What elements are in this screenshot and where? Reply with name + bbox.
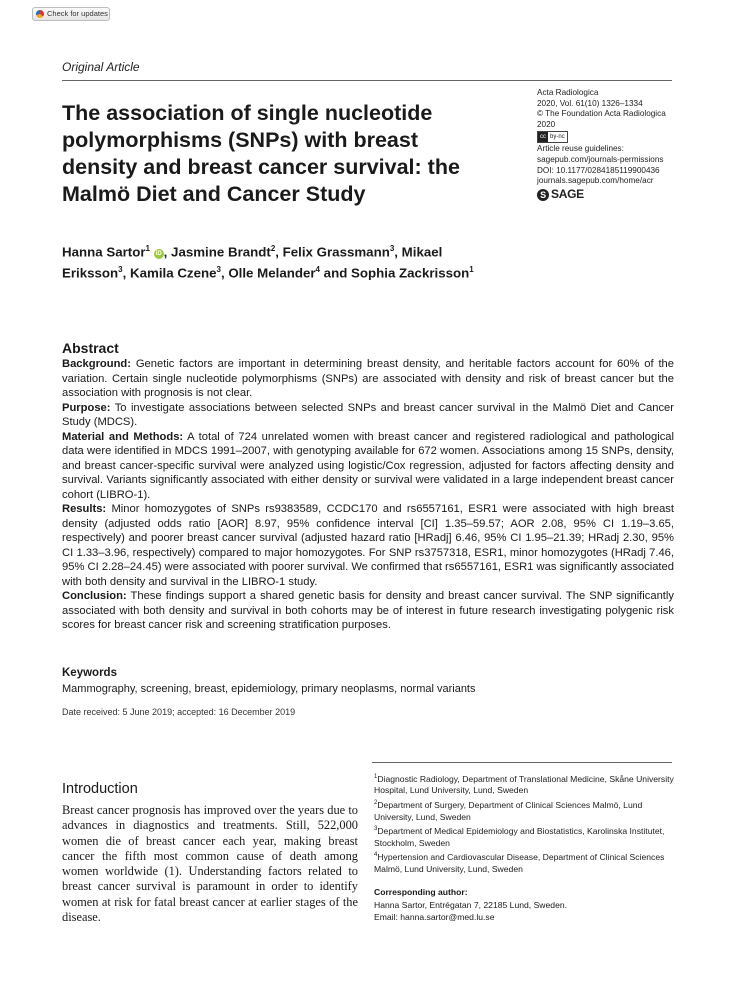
publisher-name: SAGE	[551, 187, 584, 202]
publisher-logo	[537, 189, 697, 201]
check-for-updates-label: Check for updates	[47, 9, 108, 18]
author-name[interactable]: Jasmine Brandt	[171, 244, 271, 260]
journal-name: Acta Radiologica	[537, 88, 599, 97]
footnote-divider	[372, 762, 672, 763]
cc-icon: cc	[540, 134, 546, 141]
introduction-heading: Introduction	[62, 781, 138, 797]
keywords-list: Mammography, screening, breast, epidemiology, primary neoplasms, normal variants	[62, 683, 476, 695]
article-title: The association of single nucleotide polymorphisms (SNPs) with breast density and breast cancer survival: the Malmö Diet and Cancer Study	[62, 101, 460, 206]
author-name[interactable]: Mikael Eriksson	[62, 244, 443, 281]
orcid-icon[interactable]: iD	[155, 251, 162, 258]
author-name[interactable]: Olle Melander	[228, 265, 316, 281]
corresponding-author-label: Corresponding author:	[374, 887, 468, 897]
author-name[interactable]: Felix Grassmann	[282, 244, 390, 260]
reuse-label: Article reuse guidelines:	[537, 144, 624, 154]
author-name[interactable]: Hanna Sartor	[62, 244, 146, 260]
header-divider	[62, 80, 672, 81]
doi-link[interactable]: DOI: 10.1177/0284185119900436	[537, 165, 660, 175]
article-type: Original Article	[62, 60, 140, 74]
affiliation-item: $^2$Department of Surgery, Department of Clinical Sciences Malmö, Lund University, Lund, Sweden	[374, 799, 643, 822]
affiliation-item: $^1$Diagnostic Radiology, Department of Translational Medicine, Skåne University Hospital, Lund University, Lund, Sweden	[374, 773, 674, 796]
corresponding-email-link[interactable]: Email: hanna.sartor@med.lu.se	[374, 912, 495, 922]
journal-copyright: © The Foundation Acta Radiologica	[537, 109, 666, 119]
affiliation-item: $^3$Department of Medical Epidemiology and Biostatistics, Karolinska Institutet, Stockholm, Sweden	[374, 825, 665, 848]
abstract-heading: Abstract	[62, 340, 119, 356]
corresponding-address: Hanna Sartor, Entrégatan 7, 22185 Lund, Sweden.	[374, 900, 568, 910]
affiliations	[374, 772, 674, 876]
journal-year: 2020	[537, 119, 556, 129]
keywords-heading: Keywords	[62, 667, 117, 679]
abstract-conclusion: Conclusion: These findings support a shared genetic basis for density and breast cancer survival. The SNP significantly associated with both density and survival in both cohorts may be of interest in future research investigating polygenic risk scores for breast cancer risk and screening stratification purposes.	[62, 590, 674, 631]
journal-info	[537, 88, 697, 201]
crossmark-icon	[36, 10, 44, 18]
abstract-body	[62, 357, 674, 633]
affiliation-item: $^4$Hypertension and Cardiovascular Disease, Department of Clinical Sciences Malmö, Lund University, Lund, Sweden	[374, 852, 665, 874]
author-name[interactable]: Sophia Zackrisson	[351, 265, 470, 281]
author-name[interactable]: Kamila Czene	[130, 265, 217, 281]
submission-dates: Date received: 5 June 2019; accepted: 16 December 2019	[62, 707, 296, 717]
abstract-purpose: Purpose: To investigate associations between selected SNPs and breast cancer survival in the Malmö Diet and Cancer Study (MDCS).	[62, 401, 675, 428]
journal-url-link[interactable]: journals.sagepub.com/home/acr	[537, 176, 654, 186]
author-list: Hanna Sartor$^1$ iD , Jasmine Brandt$^2$, Felix Grassmann$^3$, Mikael Eriksson$^3$, Kamila Czene$^3$, Olle Melander$^4$ and Sophia Zackrisson$^1$	[62, 244, 474, 281]
reuse-link[interactable]: sagepub.com/journals-permissions	[537, 154, 664, 164]
license-type: by-nc	[550, 134, 565, 141]
sage-logo: S	[537, 189, 549, 201]
abstract-methods: Material and Methods: A total of 724 unrelated women with breast cancer and registered radiological and pathological data were identified in MDCS 1991–2007, with genotyping available for 672 women. Associations among 15 SNPs, density, and breast cancer-specific survival were analyzed using logistic/Cox regression, adjusted for factors affecting density and survival. Variants significantly associated with either density or survival were validated in a large independent breast cancer cohort (LIBRO-1).	[62, 430, 674, 501]
introduction-body: Breast cancer prognosis has improved over the years due to advances in diagnostics and treatments. Still, 522,000 women die of breast cancer each year, making breast cancer the fifth most common cause of death among women worldwide (1). Understanding factors related to breast cancer survival is paramount in order to identify women at risk for fatal breast cancer at earlier stages of the disease.	[62, 803, 358, 925]
cc-license-badge[interactable]	[537, 131, 568, 143]
journal-citation: 2020, Vol. 61(10) 1326–1334	[537, 98, 643, 108]
abstract-background: Background: Genetic factors are important in determining breast density, and heritable factors account for 60% of the variation. Certain single nucleotide polymorphisms (SNPs) are associated with density and risk of breast cancer but the association with prognosis is not clear.	[62, 358, 674, 399]
check-for-updates-button[interactable]	[32, 7, 110, 21]
abstract-results: Results: Minor homozygotes of SNPs rs9383589, CCDC170 and rs6557161, ESR1 were associated with high breast density (adjusted odds ratio [AOR] 8.97, 95% confidence interval [CI] 1.35–59.57; AOR 2.08, 95% CI 1.19–3.65, respectively) and poorer breast cancer survival (adjusted hazard ratio [HRadj] 6.46, 95% CI 1.95–21.39; HRadj 2.30, 95% CI 1.33–3.96, respectively) compared to major homozygotes. For SNP rs3757318, ESR1, minor homozygotes (HRadj 7.46, 95% CI 2.28–24.45) were associated with poorer survival. We confirmed that rs6557161, ESR1 was significantly associated with both density and survival in the LIBRO-1 study.	[62, 503, 675, 588]
